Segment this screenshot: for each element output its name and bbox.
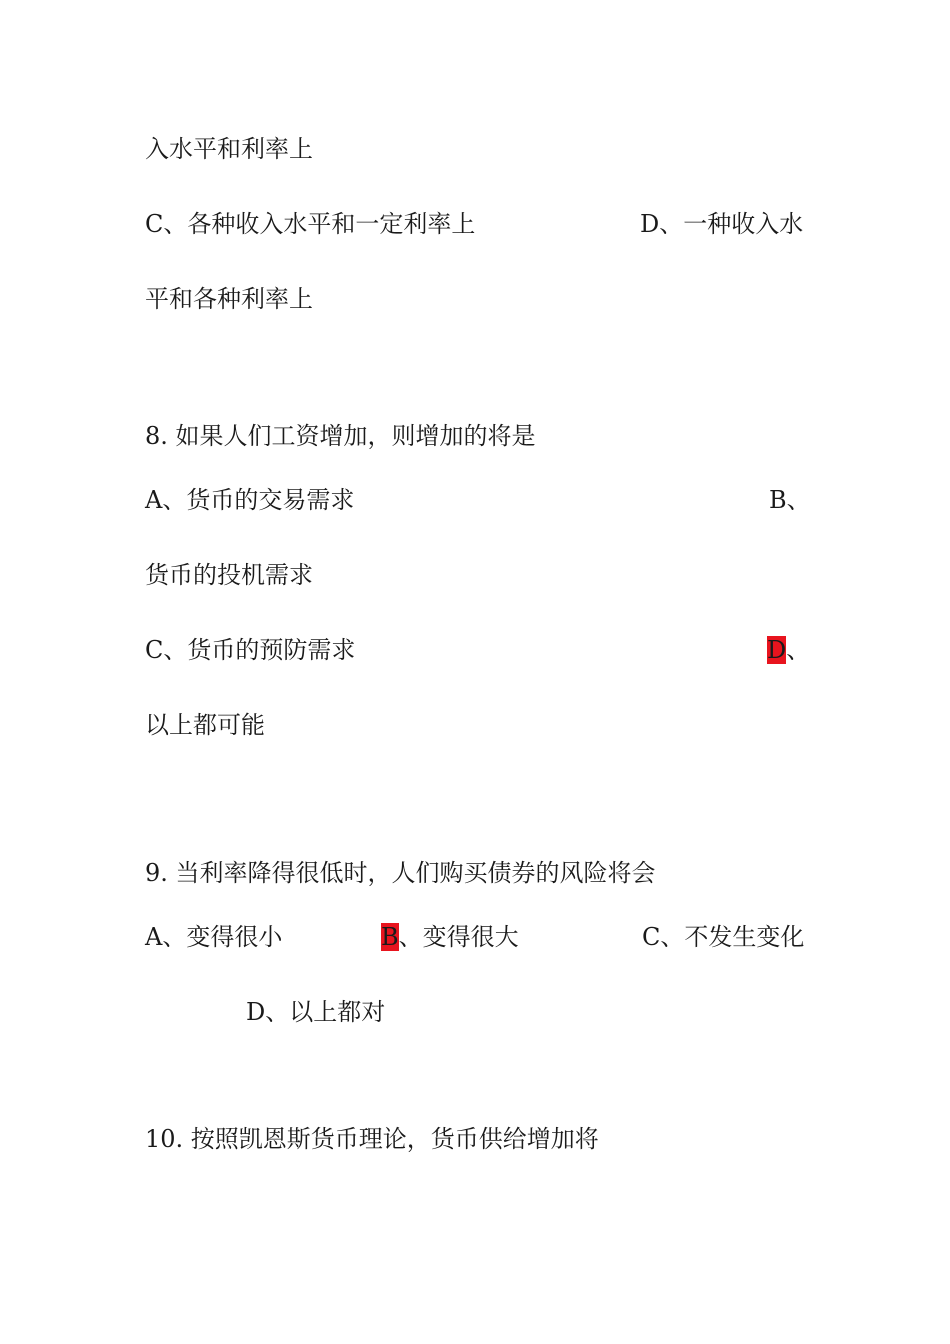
q8-option-d-label [767,634,810,666]
q7-option-d: D、一种收入水 [640,210,804,238]
q8-option-b-label: B、 [769,486,811,514]
q9-answer-highlight: B [381,923,399,951]
q9-question: 9. 当利率降得很低时，人们购买债券的风险将会 [145,859,656,887]
q8-answer-highlight: D [767,636,787,664]
q7-option-c: C、各种收入水平和一定利率上 [145,210,476,238]
q8-option-a: A、货币的交易需求 [145,486,355,514]
q10-question: 10. 按照凯恩斯货币理论，货币供给增加将 [145,1125,599,1153]
q7-option-d-continued: 平和各种利率上 [145,285,313,313]
q9-option-b-text: 、变得很大 [398,923,519,951]
q9-option-c: C、不发生变化 [642,923,805,951]
q8-option-b-text: 货币的投机需求 [145,561,313,589]
q9-option-d: D、以上都对 [246,998,386,1026]
q8-option-c: C、货币的预防需求 [145,636,356,664]
q7-tail-text: 入水平和利率上 [145,135,313,163]
q8-option-d-text: 以上都可能 [145,711,265,739]
q9-option-a: A、变得很小 [145,923,283,951]
q9-option-b [381,921,519,953]
q8-option-d-separator: 、 [786,636,811,664]
q8-question: 8. 如果人们工资增加，则增加的将是 [145,422,536,450]
